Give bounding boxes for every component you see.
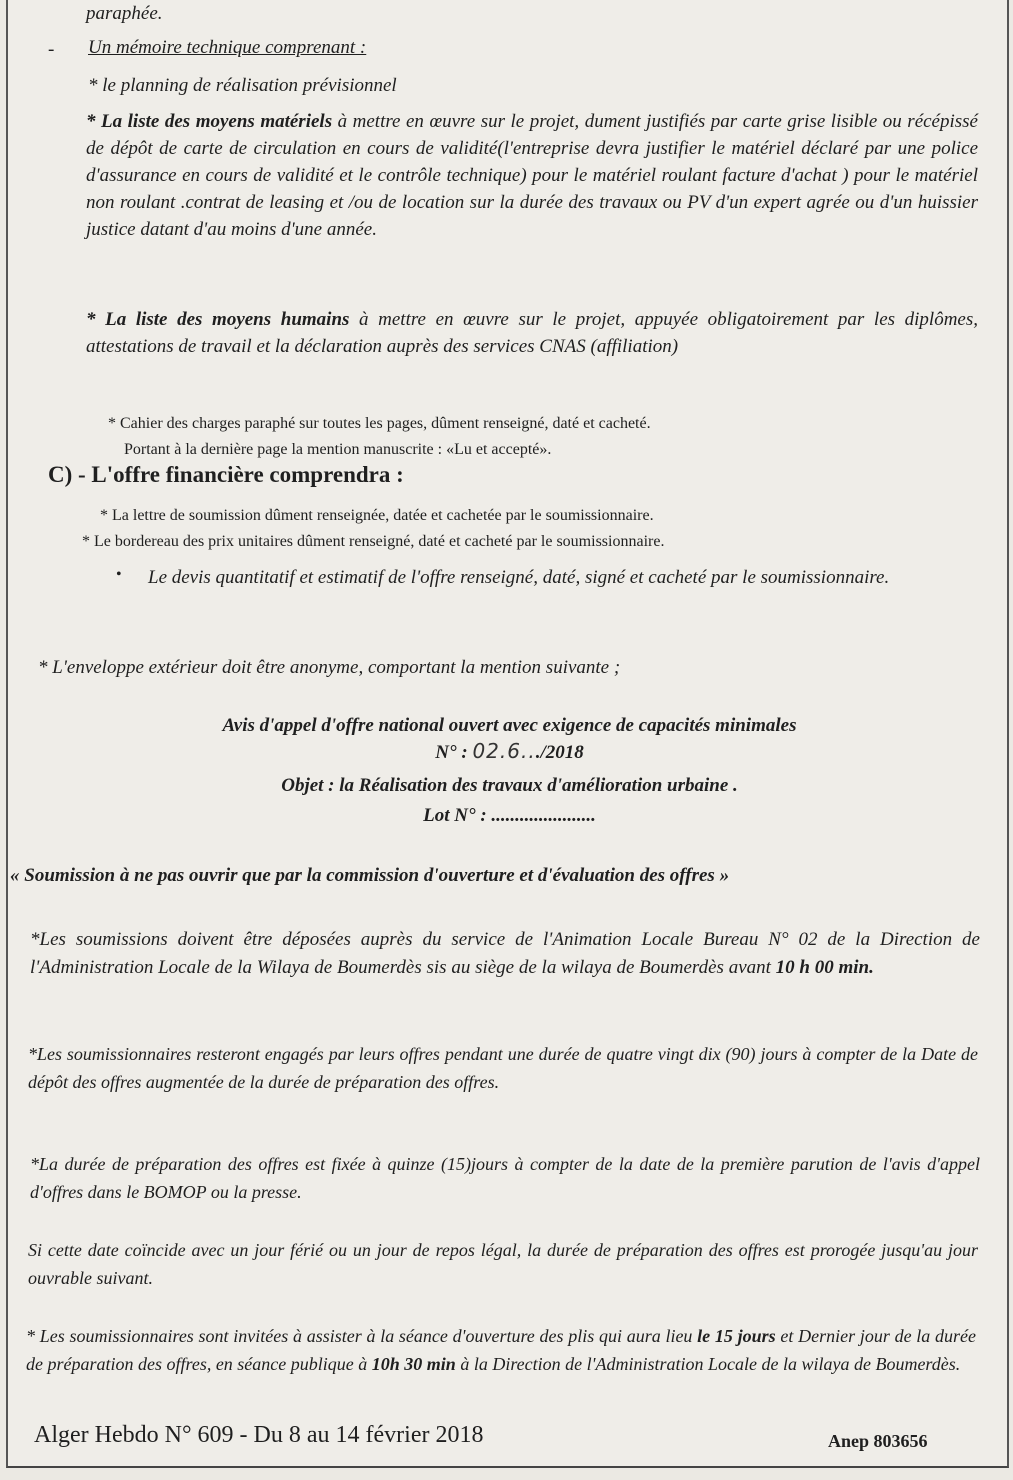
enveloppe-lot: Lot N° : ...................... [423, 805, 596, 826]
memoire-heading: Un mémoire technique comprenant : [88, 37, 367, 58]
seance-text-3: à la Direction de l'Administration Locale de la wilaya de Boumerdès. [455, 1354, 961, 1374]
memoire-bullet: - [48, 39, 55, 60]
notice-page [6, 0, 1009, 1468]
numero-suffix: ./2018 [535, 742, 584, 763]
devis-item: Le devis quantitatif et estimatif de l'offre renseigné, daté, signé et cacheté par le soumissionnaire. [148, 567, 890, 588]
offre-item-bordereau: * Le bordereau des prix unitaires dûment renseigné, daté et cacheté par le soumissionnaire. [82, 533, 665, 550]
anep-reference: Anep 803656 [828, 1431, 928, 1451]
publication-footer: Alger Hebdo N° 609 - Du 8 au 14 février 2018 [34, 1422, 484, 1448]
moyens-materiels-text: à mettre en œuvre sur le projet, dument justifiés par carte grise lisible ou récépissé de dépôt de carte de circulation en cours de validité(l'entreprise devra justifier le matériel déclaré par une police d'assurance en cours de validité et le contrôle technique) pour le matériel roulant facture d'achat ) pour le matériel non roulant .contrat de leasing et /ou de location sur la durée des travaux ou PV d'un expert agrée ou d'un huissier justice datant d'au moins d'une année. [86, 111, 978, 240]
planning-item: * le planning de réalisation prévisionnel [88, 75, 397, 96]
cahier-line-1: * Cahier des charges paraphé sur toutes les pages, dûment renseigné, daté et cacheté. [108, 415, 651, 432]
depot-paragraph [30, 926, 980, 982]
engagement-paragraph: *Les soumissionnaires resteront engagés par leurs offres pendant une durée de quatre vingt dix (90) jours à compter de la Date de dépôt des offres augmentée de la durée de préparation des offres. [28, 1044, 978, 1092]
top-fragment: paraphée. [86, 3, 163, 24]
enveloppe-numero [8, 738, 1011, 766]
seance-text-1: * Les soumissionnaires sont invitées à assister à la séance d'ouverture des plis qui aura lieu [26, 1326, 698, 1346]
seance-hour: 10h 30 min [371, 1354, 456, 1374]
moyens-humains-text: à mettre en œuvre sur le projet, appuyée obligatoirement par les diplômes, attestations de travail et la déclaration auprès des services CNAS (affiliation) [86, 309, 978, 357]
depot-text: *Les soumissions doivent être déposées auprès du service de l'Animation Locale Bureau N° 02 de la Direction de l'Administration Locale de la Wilaya de Boumerdès sis au siège de la wilaya de Boumerdès avant [30, 929, 980, 978]
moyens-materiels-lead: * La liste des moyens matériels [86, 111, 333, 132]
seance-text-2: et Dernier jour de la durée de préparation des offres, en séance publique à [26, 1326, 976, 1374]
enveloppe-intro: * L'enveloppe extérieur doit être anonyme, comportant la mention suivante ; [38, 657, 621, 678]
moyens-materiels-paragraph [86, 108, 978, 243]
numero-handwritten: 02.6.. [472, 739, 536, 763]
offre-financiere-heading: C) - L'offre financière comprendra : [48, 462, 404, 487]
soumission-warning: « Soumission à ne pas ouvrir que par la commission d'ouverture et d'évaluation des offres » [10, 865, 730, 886]
enveloppe-avis: Avis d'appel d'offre national ouvert avec exigence de capacités minimales [222, 715, 797, 736]
cahier-line-2: Portant à la dernière page la mention manuscrite : «Lu et accepté». [124, 441, 552, 458]
offre-item-lettre: * La lettre de soumission dûment renseignée, datée et cachetée par le soumissionnaire. [100, 507, 654, 524]
seance-date: le 15 jours [697, 1326, 776, 1346]
depot-time: 10 h 00 min. [775, 957, 874, 978]
moyens-humains-paragraph [86, 306, 978, 360]
moyens-humains-lead: * La liste des moyens humains [86, 309, 350, 330]
ferie-paragraph: Si cette date coïncide avec un jour férié ou un jour de repos légal, la durée de préparation des offres est prorogée jusqu'au jour ouvrable suivant. [28, 1240, 978, 1288]
duree-paragraph: *La durée de préparation des offres est fixée à quinze (15)jours à compter de la date de la première parution de l'avis d'appel d'offres dans le BOMOP ou la presse. [30, 1154, 980, 1202]
seance-paragraph [26, 1322, 976, 1378]
enveloppe-objet: Objet : la Réalisation des travaux d'amélioration urbaine . [281, 775, 738, 796]
numero-prefix: N° : [435, 742, 473, 763]
devis-bullet: • [116, 566, 122, 583]
